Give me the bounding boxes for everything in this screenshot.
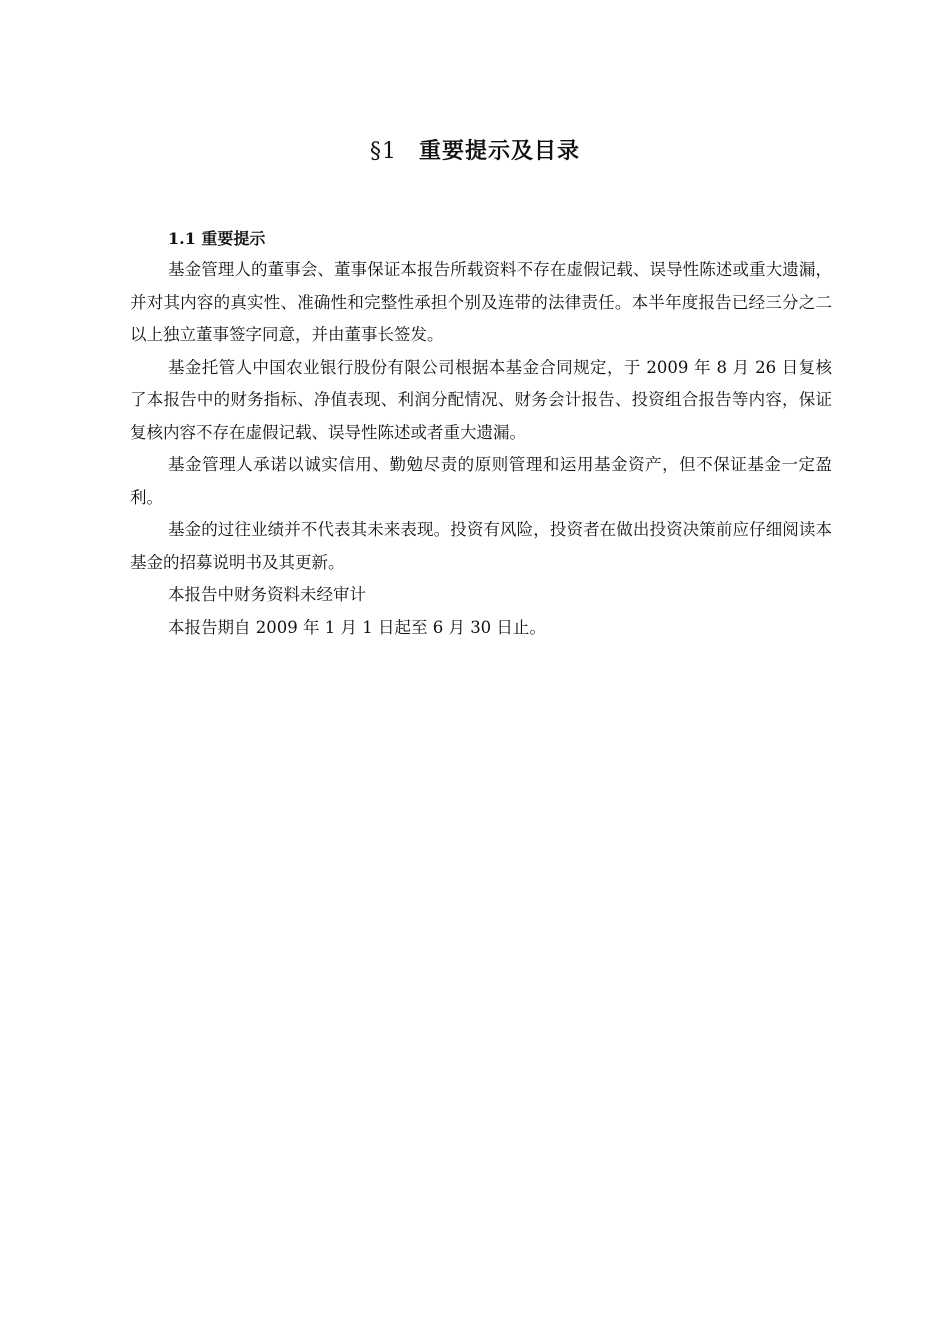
subsection-heading: 1.1 重要提示 [168, 229, 266, 248]
paragraph-board-statement: 基金管理人的董事会、董事保证本报告所载资料不存在虚假记载、误导性陈述或重大遗漏，并对其内容的真实性、准确性和完整性承担个别及连带的法律责任。本半年度报告已经三分之二以上独立董事签字同意，并由董事长签发。 [130, 260, 832, 344]
section-number: §1 [369, 139, 397, 164]
section-title [0, 136, 950, 167]
paragraph-risk-warning: 基金的过往业绩并不代表其未来表现。投资有风险，投资者在做出投资决策前应仔细阅读本基金的招募说明书及其更新。 [130, 520, 832, 572]
paragraph-audit-note: 本报告中财务资料未经审计 [168, 585, 366, 604]
paragraph-custodian-review: 基金托管人中国农业银行股份有限公司根据本基金合同规定，于 2009 年 8 月 26 日复核了本报告中的财务指标、净值表现、利润分配情况、财务会计报告、投资组合报告等内容，保证复核内容不存在虚假记载、误导性陈述或者重大遗漏。 [130, 357, 832, 442]
section-title-text: 重要提示及目录 [418, 138, 580, 164]
paragraph-report-period: 本报告期自 2009 年 1 月 1 日起至 6 月 30 日止。 [168, 617, 546, 637]
paragraph-manager-commitment: 基金管理人承诺以诚实信用、勤勉尽责的原则管理和运用基金资产，但不保证基金一定盈利。 [130, 455, 832, 507]
section-content [130, 224, 832, 644]
